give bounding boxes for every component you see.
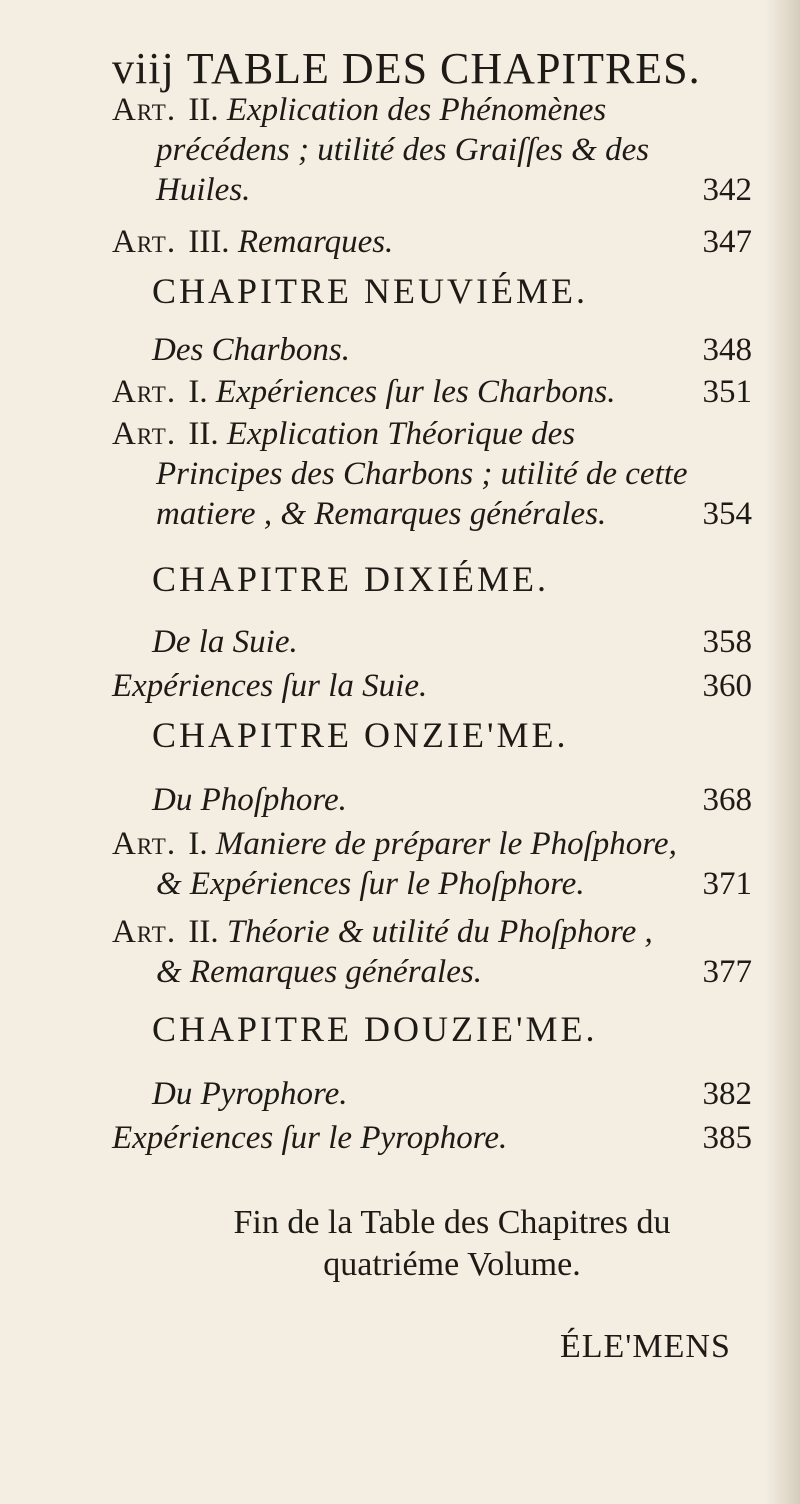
entry-title-line: Principes des Charbons ; utilité de cette: [156, 456, 688, 492]
page-number: 342: [702, 172, 752, 208]
toc-subentry-charbons: [152, 330, 752, 370]
article-label: Art.: [112, 826, 177, 862]
toc-subentry-phosphore: [152, 780, 752, 820]
page-number: 348: [702, 332, 752, 368]
article-label: Art.: [112, 374, 177, 410]
entry-title-line: Remarques.: [237, 224, 394, 260]
subentry-title: Expériences ſur le Pyrophore.: [112, 1120, 508, 1156]
page-number: 385: [702, 1120, 752, 1156]
catchword: ÉLE'MENS: [560, 1328, 731, 1365]
toc-entry-art-2-phosphore: [112, 912, 752, 992]
subentry-title: Du Phoſphore.: [152, 782, 347, 818]
page-number: 368: [702, 782, 752, 818]
toc-entry-art-2-charbons: [112, 414, 752, 534]
article-label: Art.: [112, 416, 177, 452]
toc-entry-art-2-graisses: [112, 90, 752, 210]
toc-subentry-suie: [152, 622, 752, 662]
page-number: 351: [702, 374, 752, 410]
entry-title-line: Expériences ſur les Charbons.: [215, 374, 616, 410]
entry-title-line: Explication des Phénomènes: [226, 92, 607, 128]
article-label: Art.: [112, 914, 177, 950]
entry-title-line: & Remarques générales.: [156, 954, 482, 990]
closing-note: [152, 1202, 752, 1286]
entry-title-line: matiere , & Remarques générales.: [156, 496, 607, 532]
chapter-heading-9: CHAPITRE NEUVIÉME.: [152, 271, 588, 311]
toc-subentry-experiences-pyrophore: [112, 1118, 752, 1158]
page-folio: viij: [112, 44, 175, 93]
chapter-heading-11: CHAPITRE ONZIE'ME.: [152, 715, 569, 755]
page-number: 377: [702, 954, 752, 990]
toc-subentry-pyrophore: [152, 1074, 752, 1114]
toc-entry-art-1-charbons: [112, 372, 752, 412]
page-number: 371: [702, 866, 752, 902]
article-number: I.: [188, 826, 208, 862]
page-number: 347: [702, 224, 752, 260]
subentry-title: Expériences ſur la Suie.: [112, 668, 428, 704]
page-number: 358: [702, 624, 752, 660]
article-label: Art.: [112, 224, 177, 260]
entry-title-line: Théorie & utilité du Phoſphore ,: [226, 914, 653, 950]
chapter-heading-12: CHAPITRE DOUZIE'ME.: [152, 1009, 598, 1049]
entry-title-line: Maniere de préparer le Phoſphore,: [215, 826, 677, 862]
page-number: 382: [702, 1076, 752, 1112]
page-running-title: TABLE DES CHAPITRES.: [186, 44, 701, 93]
subentry-title: Du Pyrophore.: [152, 1076, 348, 1112]
page-number: 360: [702, 668, 752, 704]
entry-title-line: précédens ; utilité des Graiſſes & des: [156, 132, 650, 168]
closing-note-line: Fin de la Table des Chapitres du: [233, 1204, 671, 1241]
subentry-title: De la Suie.: [152, 624, 298, 660]
article-number: II.: [188, 92, 219, 128]
page-number: 354: [702, 496, 752, 532]
subentry-title: Des Charbons.: [152, 332, 351, 368]
chapter-heading-10: CHAPITRE DIXIÉME.: [152, 559, 549, 599]
entry-title-line: & Expériences ſur le Phoſphore.: [156, 866, 585, 902]
article-number: II.: [188, 416, 219, 452]
article-number: III.: [188, 224, 230, 260]
article-label: Art.: [112, 92, 177, 128]
toc-entry-art-1-phosphore: [112, 824, 752, 904]
toc-entry-art-3-remarques: [112, 222, 752, 262]
article-number: I.: [188, 374, 208, 410]
article-number: II.: [188, 914, 219, 950]
entry-title-line: Huiles.: [156, 172, 251, 208]
page-edge-shadow: [766, 0, 800, 1504]
closing-note-line: quatriéme Volume.: [323, 1246, 581, 1283]
entry-title-line: Explication Théorique des: [226, 416, 576, 452]
toc-subentry-experiences-suie: [112, 666, 752, 706]
page-header: [112, 44, 752, 94]
